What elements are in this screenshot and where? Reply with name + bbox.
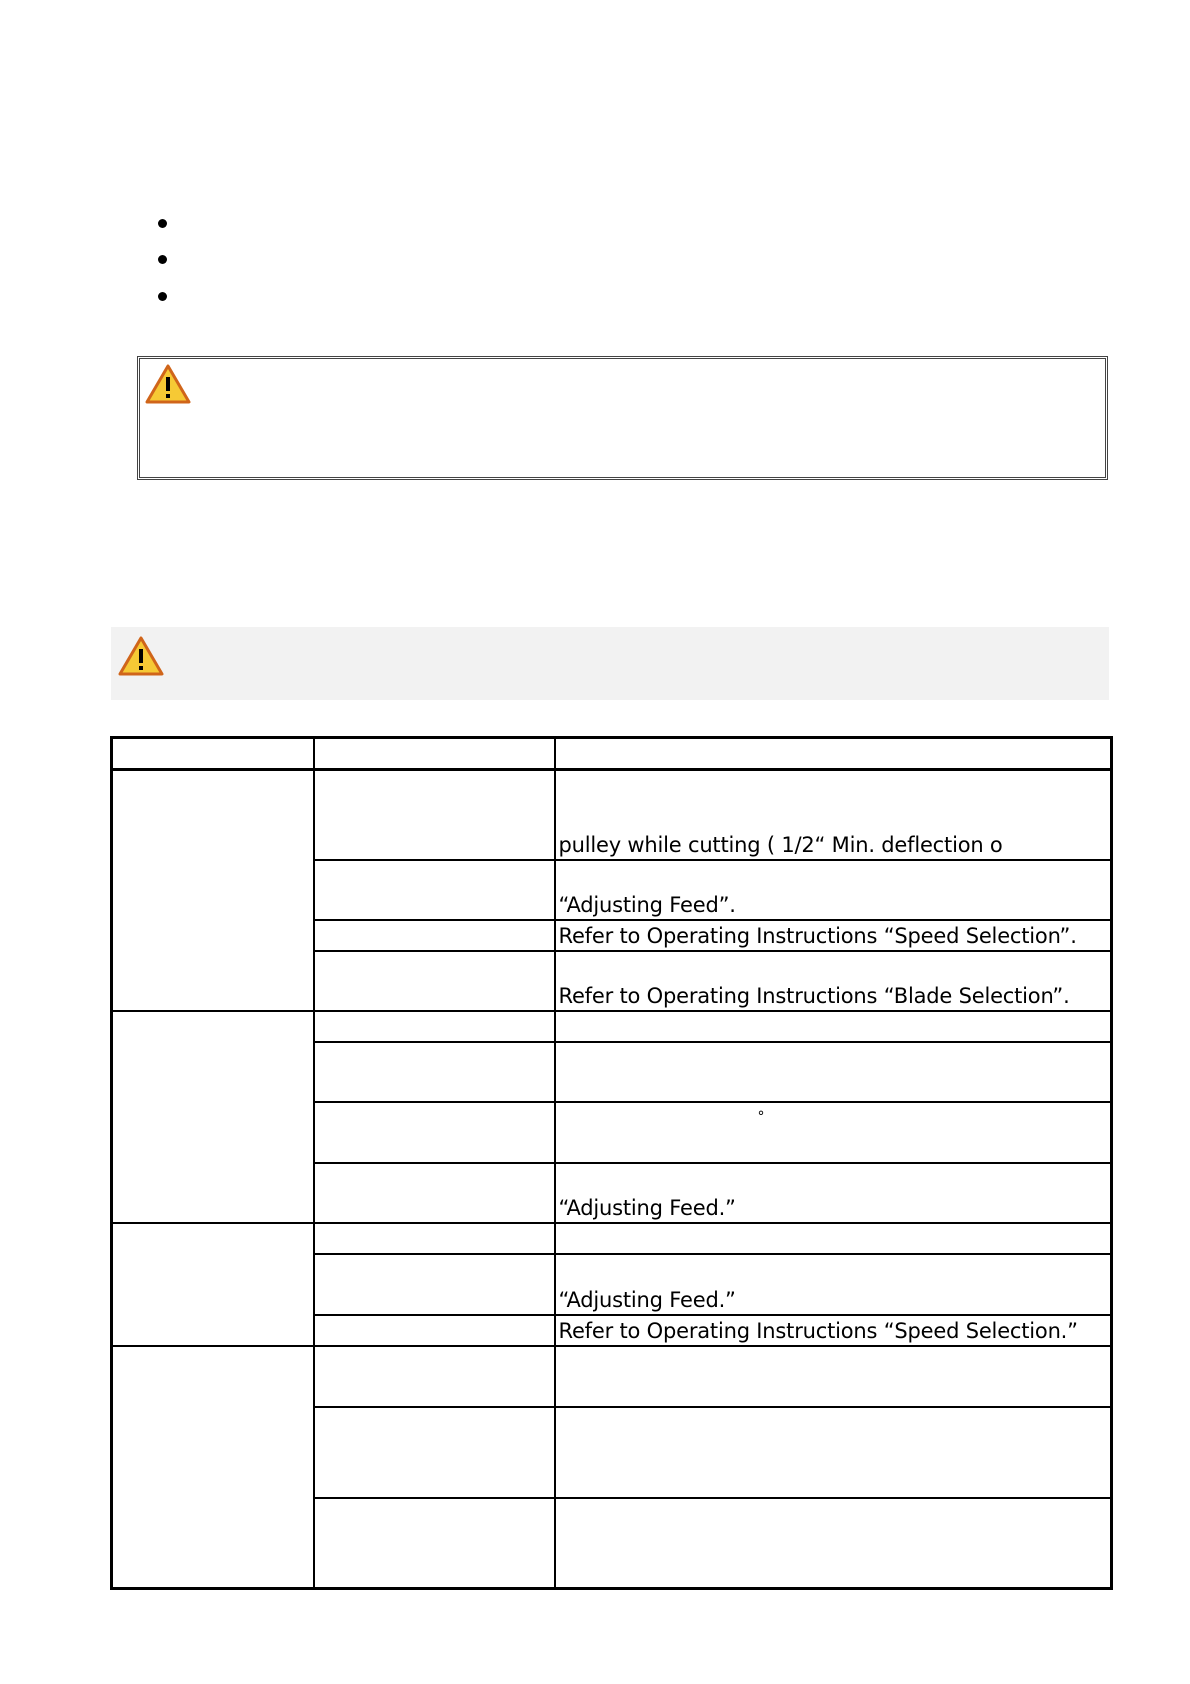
remedy-cell (555, 1346, 1112, 1407)
remedy-cell: pulley while cutting ( 1/2“ Min. deflection o (555, 770, 1112, 860)
warning-triangle-icon (144, 363, 192, 405)
bullet (158, 292, 167, 301)
table-row (112, 770, 1112, 860)
problem-cell (112, 770, 314, 1011)
warning-triangle-icon (117, 635, 165, 677)
table-row (112, 1346, 1112, 1407)
cause-cell (314, 770, 555, 860)
remedy-cell: Refer to Operating Instructions “Speed Selection.” (555, 1315, 1112, 1346)
remedy-cell: Refer to Operating Instructions “Blade Selection”. (555, 951, 1112, 1011)
remedy-cell (555, 1498, 1112, 1589)
header-cell-problem (112, 738, 314, 770)
remedy-cell: Refer to Operating Instructions “Speed Selection”. (555, 920, 1112, 951)
remedy-cell (555, 1042, 1112, 1102)
cause-cell (314, 1498, 555, 1589)
problem-cell (112, 1011, 314, 1223)
bullet (158, 255, 167, 264)
warning-callout (111, 627, 1109, 700)
remedy-cell (555, 1407, 1112, 1498)
problem-cell (112, 1223, 314, 1346)
cause-cell (314, 1223, 555, 1254)
table-header-row (112, 738, 1112, 770)
cause-cell (314, 920, 555, 951)
cause-cell (314, 1315, 555, 1346)
cause-cell (314, 951, 555, 1011)
table-row (112, 1223, 1112, 1254)
problem-cell (112, 1346, 314, 1589)
table-row (112, 1011, 1112, 1042)
remedy-cell: “Adjusting Feed.” (555, 1163, 1112, 1223)
remedy-cell (555, 1011, 1112, 1042)
cause-cell (314, 1163, 555, 1223)
remedy-cell: “Adjusting Feed”. (555, 860, 1112, 920)
remedy-cell: “Adjusting Feed.” (555, 1254, 1112, 1315)
header-cell-remedy (555, 738, 1112, 770)
cause-cell (314, 1011, 555, 1042)
cause-cell (314, 860, 555, 920)
warning-box (137, 356, 1108, 480)
header-cell-cause (314, 738, 555, 770)
remedy-cell (555, 1102, 1112, 1163)
degree-symbol: ° (757, 1108, 765, 1125)
cause-cell (314, 1254, 555, 1315)
bullet (158, 219, 167, 228)
troubleshooting-table (110, 736, 1113, 1590)
cause-cell (314, 1407, 555, 1498)
remedy-cell (555, 1223, 1112, 1254)
cause-cell (314, 1042, 555, 1102)
cause-cell (314, 1346, 555, 1407)
cause-cell (314, 1102, 555, 1163)
